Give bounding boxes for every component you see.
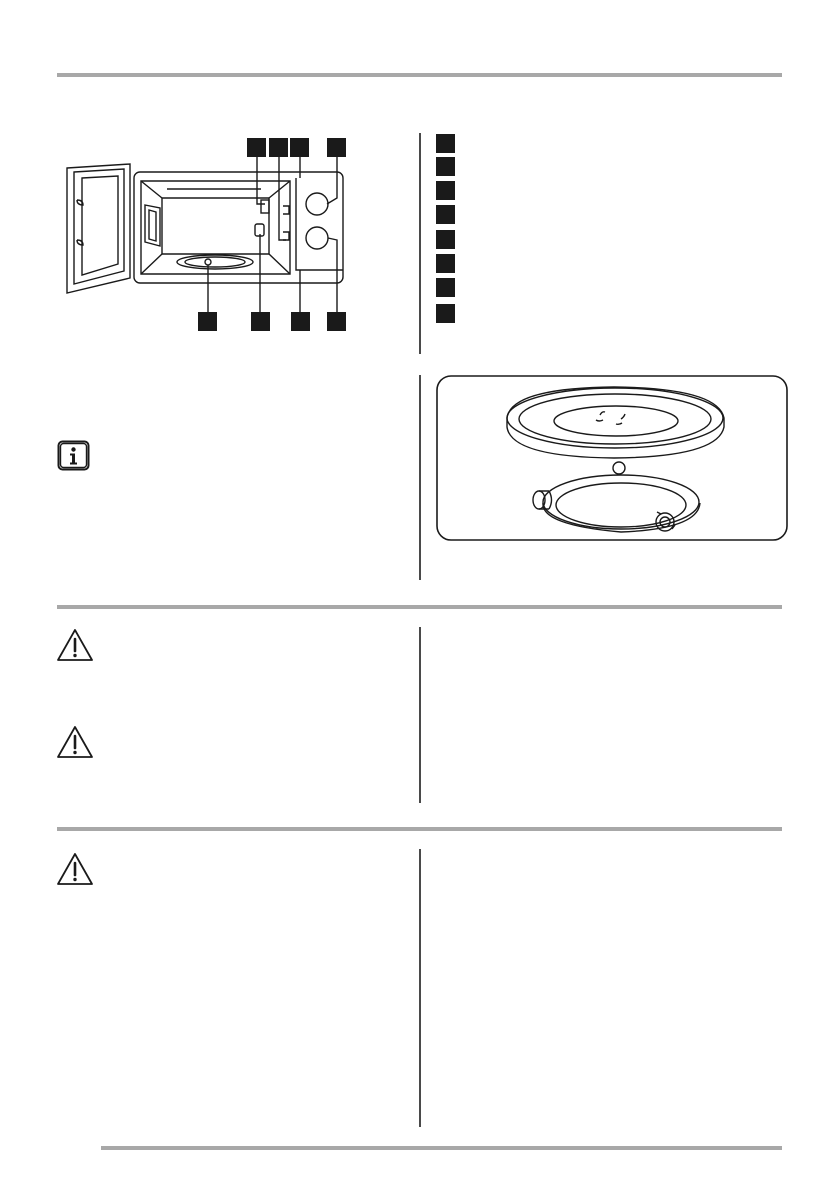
column-divider-3 [419,627,421,803]
callout-marker [327,312,346,331]
callout-marker [269,138,288,157]
legend-marker [436,304,455,323]
callout-marker [291,312,310,331]
callout-marker [290,138,309,157]
callout-marker [251,312,270,331]
legend-marker [436,278,455,297]
section-rule-lower [57,827,782,831]
legend-marker [436,230,455,249]
legend-marker [436,134,455,153]
section-rule-top [57,73,782,77]
callout-marker [247,138,266,157]
turntable-illustration [436,375,788,541]
info-icon [57,440,90,471]
column-divider-1 [419,133,421,354]
section-rule-bottom [101,1146,782,1150]
callout-marker [327,138,346,157]
column-divider-2 [419,375,421,580]
warning-icon [56,725,94,759]
legend-marker [436,254,455,273]
microwave-diagram [55,130,355,335]
warning-icon [56,628,94,662]
warning-icon [56,852,94,886]
legend-marker [436,205,455,224]
legend-marker [436,181,455,200]
legend-marker [436,157,455,176]
section-rule-middle [57,605,782,609]
column-divider-4 [419,849,421,1127]
callout-marker [198,312,217,331]
